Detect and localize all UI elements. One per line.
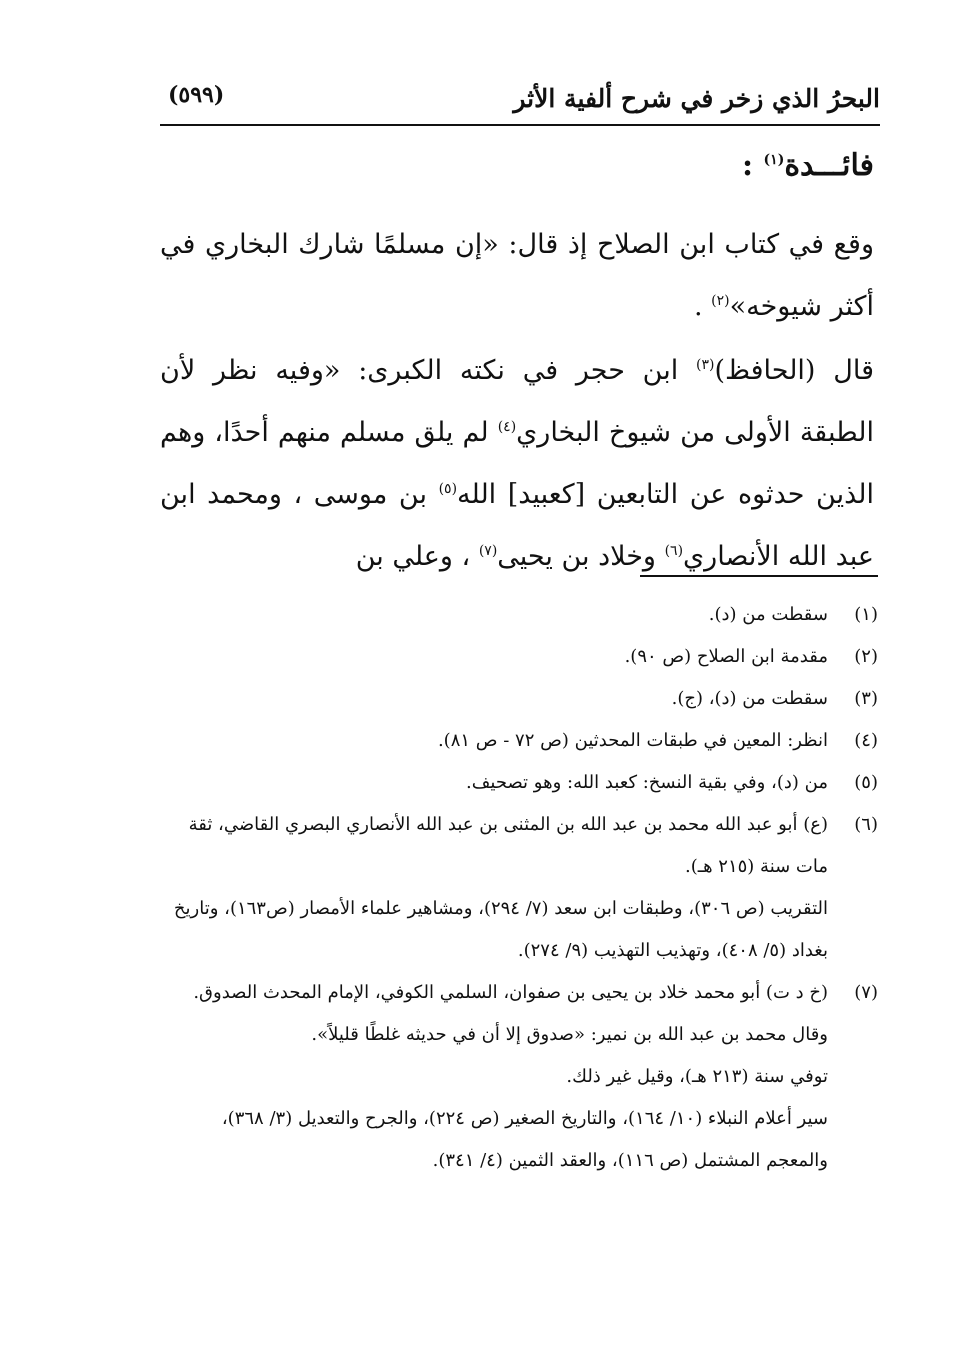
footnote-ref: (٤)	[497, 419, 517, 435]
footnote-1	[160, 594, 878, 636]
paragraph-2	[160, 340, 874, 588]
section-heading-colon: :	[742, 148, 764, 183]
footnote-number: (١)	[854, 604, 878, 625]
footnote-6	[160, 804, 878, 972]
paragraph-text: ابن حجر في نكته الكبرى: «وفيه نظر لأن الطبقة الأولى من شيوخ البخاري	[160, 355, 874, 448]
footnote-ref: (٧)	[478, 543, 498, 559]
footnote-number: (٢)	[854, 646, 878, 667]
footnote-text: سقطت من (د)، (ج).	[671, 688, 828, 709]
footnote-text: من (د)، وفي بقية النسخ: كعبد الله: وهو تصحيف.	[466, 772, 828, 793]
footnote-sources: التقريب (ص ٣٠٦)، وطبقات ابن سعد (٧/ ٢٩٤)، ومشاهير علماء الأمصار (ص١٦٣)، وتاريخ بغداد (٥/ ٤٠٨)، وتهذيب التهذيب (٩/ ٢٧٤).	[173, 898, 828, 961]
footnote-number: (٧)	[854, 982, 878, 1003]
page-number: (٥٩٩)	[168, 82, 225, 108]
footnote-number: (٣)	[854, 688, 878, 709]
paragraph-text: ، وعلي بن	[355, 541, 479, 572]
running-header	[160, 74, 880, 126]
footnote-death: توفي سنة (٢١٣ هـ)، وقيل غير ذلك.	[566, 1066, 828, 1087]
footnote-2	[160, 636, 878, 678]
footnote-ref: (٣)	[696, 357, 715, 373]
footnote-text: انظر: المعين في طبقات المحدثين (ص ٧٢ - ص ٨١).	[437, 730, 828, 751]
footnotes-section	[160, 594, 878, 1182]
footnote-text: مقدمة ابن الصلاح (ص ٩٠).	[624, 646, 828, 667]
footnote-list	[160, 594, 878, 1182]
footnote-ref: (٥)	[438, 481, 458, 497]
footnote-number: (٥)	[854, 772, 878, 793]
paragraph-text: قال (الحافظ)	[714, 355, 874, 386]
footnote-number: (٤)	[854, 730, 878, 751]
footnote-text: سقطت من (د).	[708, 604, 828, 625]
footnote-7	[160, 972, 878, 1182]
section-heading-text: فائـــدة	[784, 148, 874, 183]
footnote-sources: سير أعلام النبلاء (١٠/ ١٦٤)، والتاريخ الصغير (ص ٢٢٤)، والجرح والتعديل (٣/ ٣٦٨)، والمعجم المشتمل (ص ١١٦)، والعقد الثمين (٤/ ٣٤١).	[221, 1108, 828, 1171]
book-title: البحرُ الذي زخر في شرح ألفية الأثر	[513, 84, 880, 113]
footnote-divider	[640, 575, 878, 577]
paragraph-text: وخلاد بن يحيى	[497, 541, 665, 572]
footnote-text: (خ د ت) أبو محمد خلاد بن يحيى بن صفوان، السلمي الكوفي، الإمام المحدث الصدوق.	[193, 982, 828, 1003]
footnote-3	[160, 678, 878, 720]
footnote-4	[160, 720, 878, 762]
footnote-text: (ع) أبو عبد الله محمد بن عبد الله بن المثنى بن عبد الله الأنصاري البصري القاضي، ثقة مات سنة (٢١٥ هـ).	[188, 814, 828, 877]
footnote-ref: (٦)	[664, 543, 684, 559]
footnote-quote: وقال محمد بن عبد الله بن نمير: «صدوق إلا أن في حديثه غلطًا قليلاً».	[311, 1024, 828, 1045]
paragraph-text: بن موسى ، ومحمد ابن عبد الله الأنصاري	[160, 479, 874, 572]
section-heading	[742, 148, 874, 183]
footnote-number: (٦)	[854, 814, 878, 835]
paragraph-text: وقع في كتاب ابن الصلاح إذ قال: «إن مسلمًا شارك البخاري في أكثر شيوخه»	[160, 229, 874, 322]
paragraph-text: .	[693, 291, 712, 322]
footnote-ref: (٢)	[711, 293, 730, 309]
footnote-5	[160, 762, 878, 804]
paragraph-1	[160, 214, 874, 338]
footnote-ref: (١)	[763, 152, 785, 168]
paragraph-text: لم يلق مسلم منهم أحدًا، وهم الذين حدثوه عن التابعين [كعبيد] الله	[160, 417, 874, 510]
